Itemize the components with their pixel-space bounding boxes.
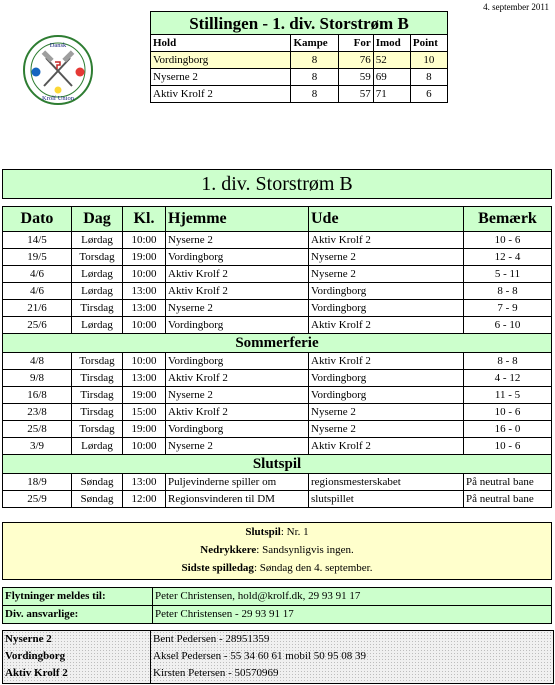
col-date: Dato	[3, 207, 72, 232]
croquet-mallets-logo	[22, 34, 94, 106]
info-box	[2, 522, 552, 580]
away-team: Vordingborg	[309, 283, 464, 300]
division-responsible-value: Peter Christensen - 29 93 91 17	[153, 606, 552, 624]
away-team: Aktiv Krolf 2	[309, 317, 464, 334]
contact-row	[3, 588, 552, 606]
col-home: Hjemme	[166, 207, 309, 232]
match-time: 10:00	[123, 266, 166, 283]
match-day: Tirsdag	[72, 404, 123, 421]
section-summer-break: Sommerferie	[3, 334, 552, 353]
match-time: 15:00	[123, 404, 166, 421]
match-remark: 11 - 5	[464, 387, 552, 404]
games: 8	[291, 69, 338, 86]
match-date: 4/8	[3, 353, 72, 370]
match-date: 25/9	[3, 491, 72, 508]
col-for: For	[338, 35, 373, 52]
match-date: 25/8	[3, 421, 72, 438]
home-team: Puljevinderne spiller om	[166, 474, 309, 491]
match-day: Torsdag	[72, 421, 123, 438]
col-day: Dag	[72, 207, 123, 232]
match-time: 13:00	[123, 300, 166, 317]
away-team: Nyserne 2	[309, 266, 464, 283]
info-playoff: Slutspil: Nr. 1	[245, 526, 309, 538]
home-team: Vordingborg	[166, 421, 309, 438]
games: 8	[291, 86, 338, 103]
match-time: 10:00	[123, 353, 166, 370]
match-remark: På neutral bane	[464, 491, 552, 508]
team-name: Vordingborg	[5, 650, 66, 662]
away-team: Vordingborg	[309, 300, 464, 317]
contact-table	[2, 587, 552, 624]
standings-table	[150, 11, 448, 103]
match-time: 10:00	[123, 317, 166, 334]
col-time: Kl.	[123, 207, 166, 232]
team-name: Nyserne 2	[5, 633, 52, 645]
match-time: 13:00	[123, 474, 166, 491]
contact-row	[3, 606, 552, 624]
match-remark: 10 - 6	[464, 232, 552, 249]
match-remark: På neutral bane	[464, 474, 552, 491]
away-team: Nyserne 2	[309, 249, 464, 266]
match-time: 19:00	[123, 249, 166, 266]
match-remark: 10 - 6	[464, 404, 552, 421]
match-date: 25/6	[3, 317, 72, 334]
points: 8	[410, 69, 447, 86]
standings-title: Stillingen - 1. div. Storstrøm B	[151, 12, 448, 35]
team-name: Nyserne 2	[151, 69, 291, 86]
away-team: Aktiv Krolf 2	[309, 353, 464, 370]
match-row	[3, 266, 552, 283]
match-remark: 10 - 6	[464, 438, 552, 455]
points-for: 76	[338, 52, 373, 69]
match-row	[3, 370, 552, 387]
match-remark: 8 - 8	[464, 283, 552, 300]
away-team: slutspillet	[309, 491, 464, 508]
match-day: Torsdag	[72, 249, 123, 266]
away-team: Nyserne 2	[309, 421, 464, 438]
match-remark: 16 - 0	[464, 421, 552, 438]
match-date: 3/9	[3, 438, 72, 455]
home-team: Aktiv Krolf 2	[166, 404, 309, 421]
match-row	[3, 474, 552, 491]
away-team: Aktiv Krolf 2	[309, 232, 464, 249]
team-contact: Bent Pedersen - 28951359	[153, 633, 270, 645]
standings-header-row	[151, 35, 448, 52]
team-contact: Aksel Pedersen - 55 34 60 61 mobil 50 95 08 39	[153, 650, 366, 662]
team-contact-row	[3, 648, 553, 665]
match-day: Lørdag	[72, 438, 123, 455]
home-team: Vordingborg	[166, 249, 309, 266]
logo-top-text: Dansk	[49, 42, 67, 49]
home-team: Vordingborg	[166, 353, 309, 370]
games: 8	[291, 52, 338, 69]
match-time: 13:00	[123, 370, 166, 387]
standings-row	[151, 86, 448, 103]
moves-value: Peter Christensen, hold@krolf.dk, 29 93 91 17	[153, 588, 552, 606]
match-day: Lørdag	[72, 266, 123, 283]
match-date: 4/6	[3, 266, 72, 283]
match-row	[3, 491, 552, 508]
team-contacts	[2, 630, 554, 684]
col-remark: Bemærk	[464, 207, 552, 232]
standings-row	[151, 52, 448, 69]
info-relegation: Nedrykkere: Sandsynligvis ingen.	[200, 544, 354, 556]
team-contact-row	[3, 631, 553, 648]
team-name: Aktiv Krolf 2	[5, 667, 68, 679]
home-team: Aktiv Krolf 2	[166, 266, 309, 283]
points: 10	[410, 52, 447, 69]
logo-bottom-text: Krolf Union	[42, 95, 74, 102]
match-day: Søndag	[72, 474, 123, 491]
moves-label: Flytninger meldes til:	[3, 588, 153, 606]
col-point: Point	[410, 35, 447, 52]
points-for: 59	[338, 69, 373, 86]
away-team: Vordingborg	[309, 387, 464, 404]
match-date: 16/8	[3, 387, 72, 404]
match-date: 9/8	[3, 370, 72, 387]
points-against: 52	[373, 52, 410, 69]
col-hold: Hold	[151, 35, 291, 52]
match-row	[3, 353, 552, 370]
match-day: Tirsdag	[72, 387, 123, 404]
match-row	[3, 438, 552, 455]
match-day: Torsdag	[72, 353, 123, 370]
home-team: Aktiv Krolf 2	[166, 370, 309, 387]
col-imod: Imod	[373, 35, 410, 52]
col-away: Ude	[309, 207, 464, 232]
home-team: Vordingborg	[166, 317, 309, 334]
match-day: Lørdag	[72, 283, 123, 300]
match-day: Lørdag	[72, 317, 123, 334]
home-team: Aktiv Krolf 2	[166, 283, 309, 300]
match-row	[3, 283, 552, 300]
team-contact-row	[3, 665, 553, 682]
match-row	[3, 249, 552, 266]
team-name: Vordingborg	[151, 52, 291, 69]
match-date: 23/8	[3, 404, 72, 421]
match-remark: 5 - 11	[464, 266, 552, 283]
section-playoffs: Slutspil	[3, 455, 552, 474]
match-time: 13:00	[123, 283, 166, 300]
match-row	[3, 300, 552, 317]
match-time: 12:00	[123, 491, 166, 508]
match-date: 14/5	[3, 232, 72, 249]
division-banner: 1. div. Storstrøm B	[2, 169, 552, 199]
col-kampe: Kampe	[291, 35, 338, 52]
home-team: Nyserne 2	[166, 387, 309, 404]
points-against: 71	[373, 86, 410, 103]
division-responsible-label: Div. ansvarlige:	[3, 606, 153, 624]
match-time: 19:00	[123, 387, 166, 404]
points-against: 69	[373, 69, 410, 86]
match-day: Tirsdag	[72, 300, 123, 317]
match-row	[3, 387, 552, 404]
away-team: Aktiv Krolf 2	[309, 438, 464, 455]
match-day: Tirsdag	[72, 370, 123, 387]
points-for: 57	[338, 86, 373, 103]
standings-row	[151, 69, 448, 86]
match-remark: 7 - 9	[464, 300, 552, 317]
away-team: Nyserne 2	[309, 404, 464, 421]
match-row	[3, 404, 552, 421]
match-date: 4/6	[3, 283, 72, 300]
home-team: Nyserne 2	[166, 438, 309, 455]
team-name: Aktiv Krolf 2	[151, 86, 291, 103]
home-team: Nyserne 2	[166, 300, 309, 317]
match-remark: 12 - 4	[464, 249, 552, 266]
points: 6	[410, 86, 447, 103]
match-row	[3, 317, 552, 334]
match-date: 21/6	[3, 300, 72, 317]
match-remark: 4 - 12	[464, 370, 552, 387]
match-day: Lørdag	[72, 232, 123, 249]
info-last-day: Sidste spilledag: Søndag den 4. september.	[181, 562, 373, 574]
away-team: Vordingborg	[309, 370, 464, 387]
team-contact: Kirsten Petersen - 50570969	[153, 667, 279, 679]
match-row	[3, 421, 552, 438]
print-date: 4. september 2011	[483, 2, 549, 12]
schedule-header-row	[3, 207, 552, 232]
match-remark: 6 - 10	[464, 317, 552, 334]
home-team: Regionsvinderen til DM	[166, 491, 309, 508]
match-date: 18/9	[3, 474, 72, 491]
schedule-table	[2, 206, 552, 508]
match-time: 10:00	[123, 438, 166, 455]
match-remark: 8 - 8	[464, 353, 552, 370]
match-day: Søndag	[72, 491, 123, 508]
match-time: 19:00	[123, 421, 166, 438]
match-time: 10:00	[123, 232, 166, 249]
home-team: Nyserne 2	[166, 232, 309, 249]
match-row	[3, 232, 552, 249]
match-date: 19/5	[3, 249, 72, 266]
away-team: regionsmesterskabet	[309, 474, 464, 491]
